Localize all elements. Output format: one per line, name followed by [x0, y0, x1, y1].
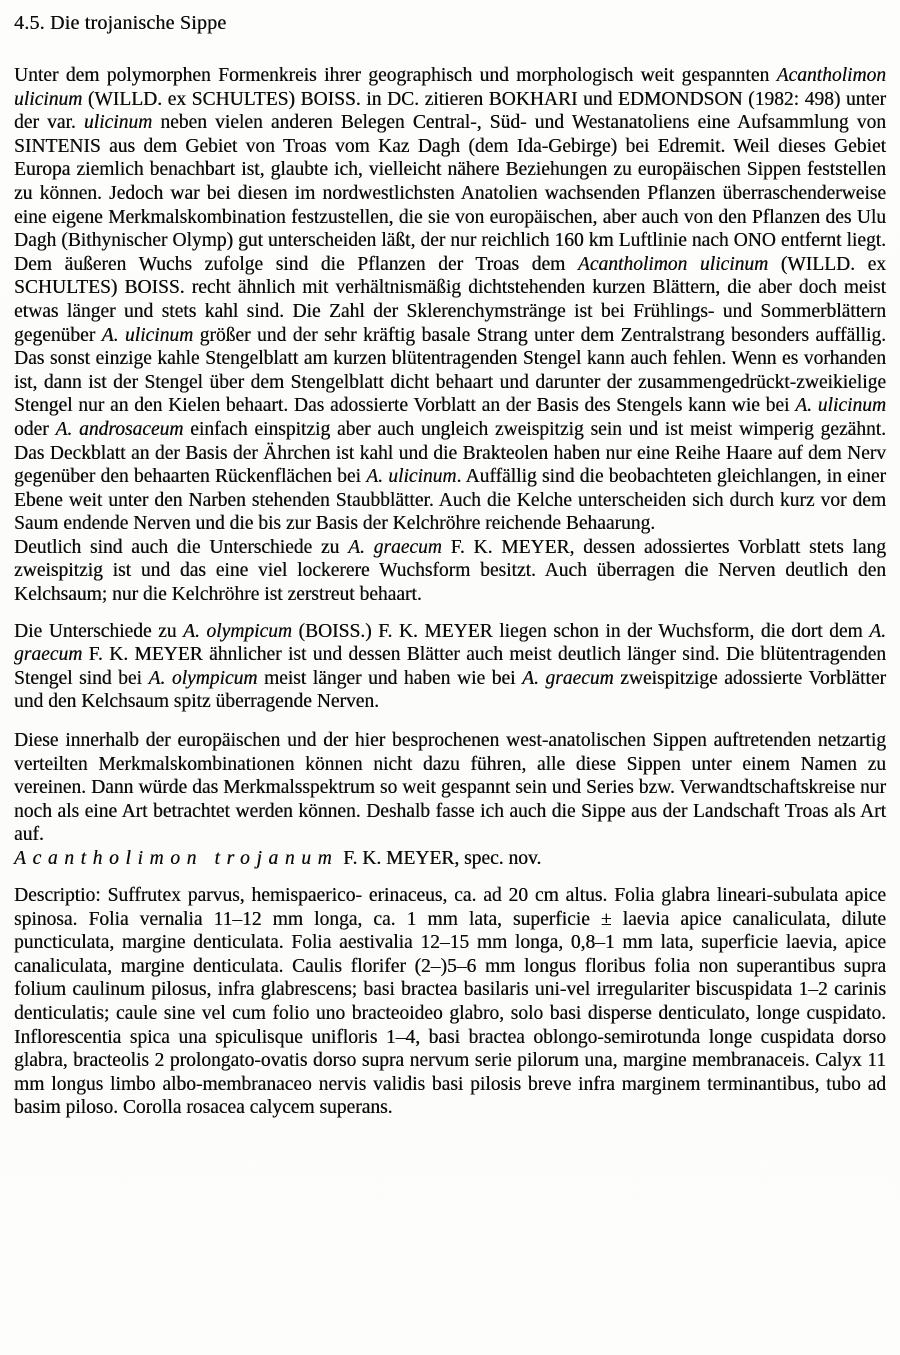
taxon-name-text: A. graecum — [348, 536, 442, 558]
paragraph-olympicum-vergleich — [14, 620, 886, 714]
body-text: (WILLD. ex SCHULTES) BOISS. recht ähnlich mit verhältnismäßig dichtstehenden kurzen Blättern, die aber doch meist etwas länger und stets kahl sind. Die Zahl der Sklerenchymstränge ist bei Frühlings- und Sommerblättern gegenüber — [14, 253, 886, 346]
taxon-name-text: A. ulicinum — [101, 324, 194, 346]
taxon-name-text: A. graecum — [522, 667, 614, 689]
species-heading — [14, 847, 886, 871]
body-text: F. K. MEYER ähnlicher ist und dessen Blätter auch meist deutlich länger sind. Die blütentragenden Stengel sind bei — [14, 644, 886, 689]
section-heading: 4.5. Die trojanische Sippe — [14, 12, 227, 34]
body-text: Die Unterschiede zu — [14, 620, 184, 642]
body-text: oder — [14, 418, 56, 440]
taxon-name-text: A. androsaceum — [55, 418, 184, 440]
body-text: einfach einspitzig aber auch ungleich zweispitzig sein und ist meist wimperig gezähnt. Das Deckblatt an der Basis der Ährchen ist kahl und die Brakteolen haben nur eine Reihe Haare auf dem Nerv gegenüber den behaarten Rückenflächen bei — [14, 418, 886, 488]
body-text: neben vielen anderen Belegen Central-, Süd- und Westanatoliens eine Aufsammlung von SINTENIS aus dem Gebiet von Troas vom Kaz Dagh (dem Ida-Gebirge) bei Edremit. Weil dieses Gebiet Europa ziemlich benachbart ist, glaubte ich, vielleicht nähere Beziehungen zu europäischen Sippen feststellen zu können. Jedoch war bei diesen im nordwestlichsten Anatolien wachsenden Pflanzen überraschenderweise eine eigene Merkmalskombination festzustellen, die sie von europäischen, aber auch von den Pflanzen des Ulu Dagh (Bithynischer Olymp) gut unterscheiden läßt, der nur reichlich 160 km Luftlinie nach ONO entfernt liegt. Dem äußeren Wuchs zufolge sind die Pflanzen der Troas dem — [14, 112, 886, 275]
taxon-name-text: Acantholimon trojanum — [14, 848, 339, 869]
taxon-name-text: Acantholimon ulicinum — [577, 253, 769, 275]
paragraph-sippen-fazit — [14, 729, 886, 847]
body-text: . Auffällig sind die beobachteten gleichlangen, in einer Ebene weit unter den Narben stehenden Staubblätter. Auch die Kelche unterscheiden sich durch kurz vor dem Saum endende Nerven und die bis zur Basis der Kelchröhre reichende Behaarung. — [14, 466, 886, 535]
paragraph-descriptio — [14, 884, 886, 1120]
body-text: (WILLD. ex SCHULTES) BOISS. in DC. zitieren BOKHARI und EDMONDSON (1982: 498) unter der var. — [14, 88, 886, 134]
body-text: größer und der sehr kräftig basale Strang unter dem Zentralstrang besonders auffällig. Das sonst einzige kahle Stengelblatt am kurzen blütentragenden Stengel kann auch fehlen. Wenn es vorhanden ist, dann ist der Stengel über dem Stengelblatt dicht behaart und darunter der zusammengedrückt-zweikielige Stengel nur an den Kielen behaart. Das adossierte Vorblatt an der Basis des Stengels kann wie bei — [14, 324, 886, 417]
taxon-name-text: A. olympicum — [183, 620, 292, 642]
taxon-name-text: A. ulicinum — [366, 466, 457, 488]
taxon-name-text: A. ulicinum — [795, 395, 886, 417]
taxon-name-text: ulicinum — [83, 112, 153, 134]
body-text: Descriptio: Suffrutex parvus, hemispaerico- erinaceus, ca. ad 20 cm altus. Folia glabra lineari-subulata apice spinosa. Folia vernalia 11–12 mm longa, ca. 1 mm lata, superficie ± laevia apice canaliculata, dilute puncticulata, margine denticulata. Folia aestivalia 12–15 mm longa, 0,8–1 mm lata, superficie laevia, apice canaliculata, margine denticulata. Caulis florifer (2–)5–6 mm longus floribus folia non superantibus supra folium caulinum pilosus, infra glabrescens; basi bractea basilaris uni-vel irregulariter biscuspidata 1–2 carinis denticulatis; caule sine vel cum folio uno bracteoideo glabro, solo basi disperse denticulato, longe cuspidato. Inflorescentia spica una spiculisque unifloris 1–4, basi bractea oblongo-semirotunda longe cuspidata dorso glabra, bracteolis 2 prolongato-ovatis dorso supra nervum serie pilorum una, margine membranaceis. Calyx 11 mm longus limbo albo-membranaceo nervis validis basi pilosis breve infra marginem terminantibus, tubo ad basim piloso. Corolla rosacea calycem superans. — [14, 885, 886, 1119]
body-text: meist länger und haben wie bei — [257, 667, 523, 689]
taxon-name-text: A. graecum — [14, 620, 886, 666]
body-text: Unter dem polymorphen Formenkreis ihrer geographisch und morphologisch weit gespannten — [14, 65, 777, 86]
body-text: Diese innerhalb der europäischen und der hier besprochenen west-anatolischen Sippen auftretenden netzartig verteilten Merkmalskombinationen können nicht dazu führen, alle diese Sippen unter einem Namen zu vereinen. Dann würde das Merkmalsspektrum so weit gespannt sein und Series bzw. Verwandtschaftskreise nur noch als eine Art betrachtet werden können. Deshalb fasse ich auch die Sippe aus der Landschaft Troas als Art auf. — [14, 730, 886, 846]
body-text: (BOISS.) F. K. MEYER liegen schon in der Wuchsform, die dort dem — [291, 620, 870, 642]
taxon-name-text: A. olympicum — [148, 667, 258, 689]
body-text: F. K. MEYER, spec. nov. — [338, 848, 542, 869]
taxon-name-text: Acantholimon ulicinum — [14, 65, 886, 110]
body-text: zweispitzige adossierte Vorblätter und den Kelchsaum spitz überragende Nerven. — [14, 667, 886, 713]
body-text: F. K. MEYER, dessen adossiertes Vorblatt stets lang zweispitzig ist und das eine viel lockerere Wuchsform besitzt. Auch überragen die Nerven deutlich den Kelchsaum; nur die Kelchröhre ist zerstreut behaart. — [14, 536, 886, 606]
paragraph-graecum-vergleich — [14, 536, 886, 607]
paragraph-formenkreis — [14, 64, 886, 536]
body-text: Deutlich sind auch die Unterschiede zu — [14, 536, 349, 558]
